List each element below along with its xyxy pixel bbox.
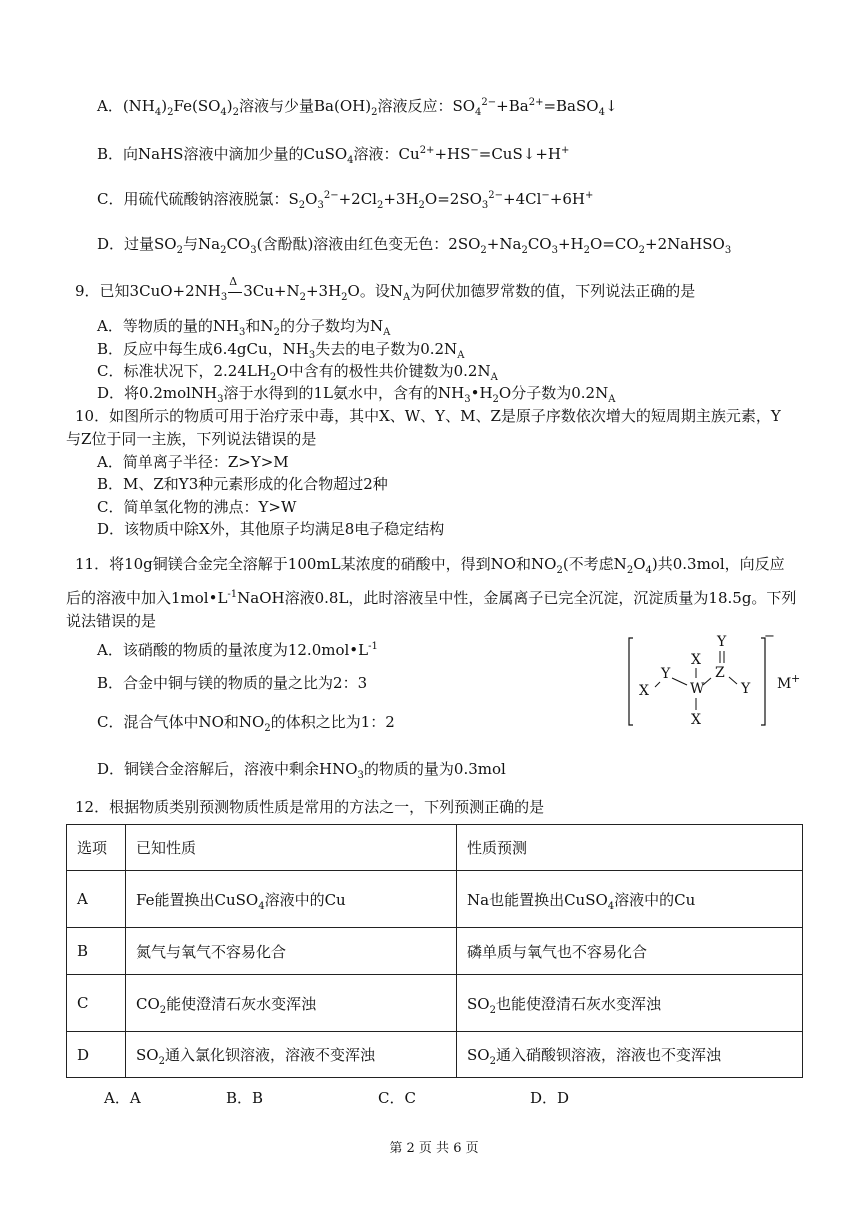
row-known: $CO_2$能使澄清石灰水变浑浊	[126, 975, 457, 1032]
table-row	[67, 928, 803, 975]
atom-x-left: X	[639, 683, 649, 699]
row-prediction: Na也能置换出CuSO$_4$溶液中的Cu	[457, 871, 803, 928]
table-header-row	[67, 825, 803, 871]
answer-choice-c: C．C	[378, 1089, 416, 1107]
q8-option-d: D．过量$SO_2$与$Na_2CO_3$(含酚酞)溶液由红色变无色：$2SO_2+Na_2CO_3+H_2O=CO_2+2NaHSO_3$	[97, 235, 732, 256]
answer-choice-d: D．D	[530, 1089, 570, 1107]
row-option: A	[67, 871, 126, 928]
row-known: Fe能置换出CuSO$_4$溶液中的Cu	[126, 871, 457, 928]
header-option: 选项	[67, 825, 126, 871]
q10-option-d: D．该物质中除X外，其他原子均满足8电子稳定结构	[97, 520, 445, 538]
atom-x-bottom: X	[691, 712, 701, 728]
row-option: C	[67, 975, 126, 1032]
charge-minus: −	[764, 630, 775, 644]
left-bracket	[629, 638, 633, 725]
q11-stem-line3: 说法错误的是	[66, 612, 157, 630]
charge-plus: +	[791, 672, 801, 685]
q9-option-b: B．反应中每生成6.4gCu，$NH_3$失去的电子数为$0.2N_A$	[97, 340, 465, 361]
atom-x-top: X	[691, 652, 701, 668]
row-option: B	[67, 928, 126, 975]
table-row	[67, 871, 803, 928]
q11-option-b: B．合金中铜与镁的物质的量之比为2：3	[97, 674, 368, 692]
q9-option-c: C．标准状况下，$2.24LH_2O$中含有的极性共价键数为$0.2N_A$	[97, 362, 498, 383]
q8-option-a: A．$(NH_4)_2Fe(SO_4)_2$溶液与少量$Ba(OH)_2$溶液反应：$SO_4^{2-}+Ba^{2+}=BaSO_4↓$	[97, 97, 618, 118]
header-known: 已知性质	[126, 825, 457, 871]
q10-option-a: A．简单离子半径：Z>Y>M	[97, 453, 289, 471]
q10-stem-line2: 与Z位于同一主族，下列说法错误的是	[66, 430, 317, 448]
q8-option-b: B．向NaHS溶液中滴加少量的CuSO$_4$溶液：$Cu^{2+}+HS^-=CuS↓+H^+$	[97, 145, 570, 166]
row-prediction: $SO_2$通入硝酸钡溶液，溶液也不变浑浊	[457, 1032, 803, 1078]
page-footer: 第 2 页 共 6 页	[389, 1141, 479, 1156]
table-row	[67, 975, 803, 1032]
q9-stem: 9．已知$3CuO+2NH_3$ Δ $3Cu+N_2+3H_2O$。设$N_A$为阿伏加德罗常数的值，下列说法正确的是	[75, 275, 696, 303]
header-prediction: 性质预测	[457, 825, 803, 871]
q11-stem-line1: 11．将10g铜镁合金完全溶解于100mL某浓度的硝酸中，得到NO和$NO_2$(不考虑$N_2O_4$)共0.3mol，向反应	[75, 555, 785, 576]
right-bracket	[761, 638, 765, 725]
q10-stem-line1: 10．如图所示的物质可用于治疗汞中毒，其中X、W、Y、M、Z是原子序数依次增大的短周期主族元素，Y	[75, 407, 781, 425]
q11-stem-line2: 后的溶液中加入$1mol•L^{-1}NaOH$溶液0.8L，此时溶液呈中性，金属离子已完全沉淀，沉淀质量为18.5g。下列	[66, 589, 797, 607]
atom-y-top: Y	[717, 634, 727, 650]
molecule-structure-diagram	[625, 630, 815, 730]
atom-w: W	[690, 681, 705, 697]
atom-y-right: Y	[741, 681, 751, 697]
q9-option-d: D．将0.2molNH$_3$溶于水得到的1L氨水中，含有的$NH_3•H_2O$分子数为$0.2N_A$	[97, 384, 616, 405]
q10-option-b: B．M、Z和Y3种元素形成的化合物超过2种	[97, 475, 388, 493]
q12-table	[66, 824, 803, 1078]
row-prediction: 磷单质与氧气也不容易化合	[457, 928, 803, 975]
row-prediction: $SO_2$也能使澄清石灰水变浑浊	[457, 975, 803, 1032]
cation-m: M	[777, 676, 792, 692]
q12-stem: 12．根据物质类别预测物质性质是常用的方法之一，下列预测正确的是	[75, 798, 545, 816]
q9-option-a: A．等物质的量的$NH_3$和$N_2$的分子数均为$N_A$	[97, 317, 391, 338]
row-option: D	[67, 1032, 126, 1078]
table-row	[67, 1032, 803, 1078]
atom-z: Z	[715, 665, 725, 681]
answer-choice-b: B．B	[226, 1089, 264, 1107]
q11-option-d: D．铜镁合金溶解后，溶液中剩余$HNO_3$的物质的量为0.3mol	[97, 760, 506, 781]
row-known: $SO_2$通入氯化钡溶液，溶液不变浑浊	[126, 1032, 457, 1078]
atom-y-left: Y	[661, 666, 671, 682]
answer-choice-a: A．A	[104, 1089, 141, 1107]
q11-option-a: A．该硝酸的物质的量浓度为$12.0mol•L^{-1}$	[97, 641, 378, 659]
q10-option-c: C．简单氢化物的沸点：Y>W	[97, 498, 297, 516]
q11-option-c: C．混合气体中NO和$NO_2$的体积之比为1：2	[97, 713, 395, 734]
row-known: 氮气与氧气不容易化合	[126, 928, 457, 975]
q8-option-c: C．用硫代硫酸钠溶液脱氯：$S_2O_3^{2-}+2Cl_2+3H_2O=2SO_3^{2-}+4Cl^-+6H^+$	[97, 190, 594, 211]
